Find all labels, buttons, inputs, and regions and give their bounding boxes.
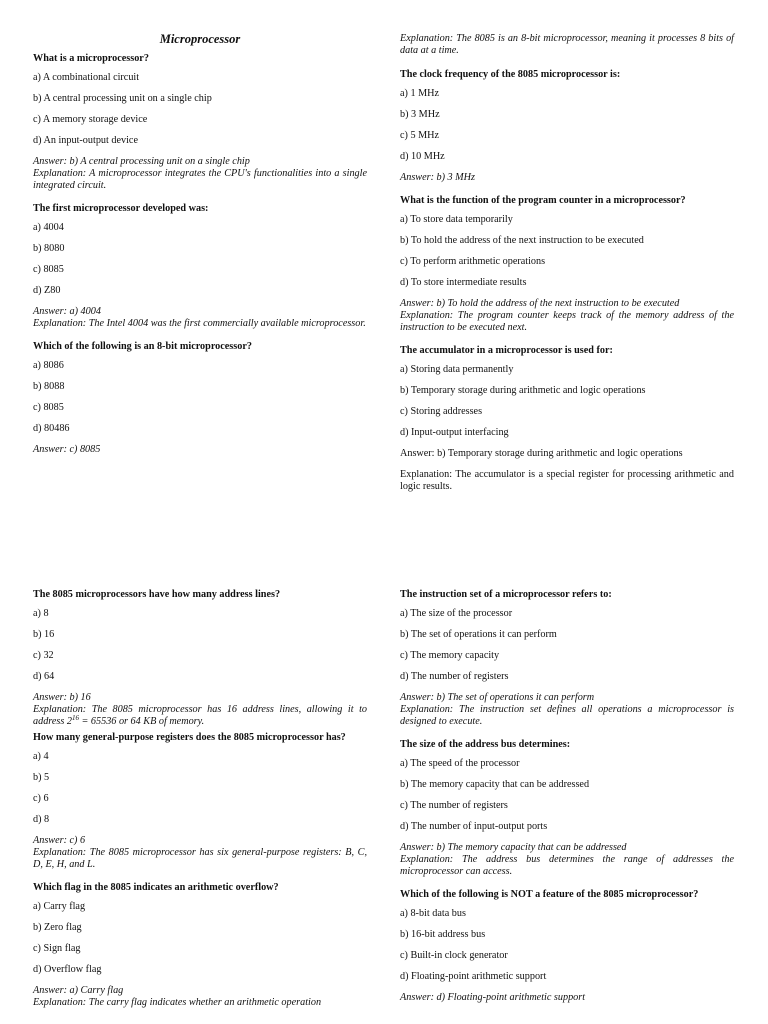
question-block <box>400 739 734 878</box>
question-block <box>400 69 734 184</box>
option: a) Storing data permanently <box>400 364 514 375</box>
question-block <box>33 53 367 192</box>
option: b) To hold the address of the next instruction to be executed <box>400 235 644 246</box>
option: a) To store data temporarily <box>400 214 513 225</box>
question: The instruction set of a microprocessor refers to: <box>400 589 612 600</box>
option: a) 8086 <box>33 360 64 371</box>
option: d) Input-output interfacing <box>400 427 509 438</box>
option: d) Floating-point arithmetic support <box>400 971 547 982</box>
option: d) 80486 <box>33 423 70 434</box>
option: a) A combinational circuit <box>33 72 140 83</box>
option: d) An input-output device <box>33 135 138 146</box>
answer: Answer: a) Carry flag <box>33 985 124 996</box>
question: Which of the following is NOT a feature of the 8085 microprocessor? <box>400 889 699 900</box>
question: Which flag in the 8085 indicates an arithmetic overflow? <box>33 882 279 893</box>
option: b) Temporary storage during arithmetic and logic operations <box>400 385 646 396</box>
question-block <box>33 589 367 728</box>
question-block <box>33 341 367 456</box>
option: c) 5 MHz <box>400 130 440 141</box>
answer: Answer: b) A central processing unit on a single chip <box>33 156 250 167</box>
answer: Answer: d) Floating-point arithmetic support <box>400 992 586 1003</box>
option: b) The memory capacity that can be addressed <box>400 779 590 790</box>
option: b) Zero flag <box>33 922 82 933</box>
explanation: Explanation: The instruction set defines all operations a microprocessor is designed to execute. <box>400 704 734 727</box>
explanation: Explanation: The address bus determines the range of addresses the microprocessor can access. <box>400 854 734 877</box>
option: b) 8088 <box>33 381 65 392</box>
explanation-text: = 65536 or 64 KB of memory. <box>78 716 205 727</box>
question-block <box>33 732 367 871</box>
option: a) 4 <box>33 751 49 762</box>
option: c) The number of registers <box>400 800 508 811</box>
explanation: Explanation: The carry flag indicates whether an arithmetic operation <box>33 997 322 1008</box>
option: a) Carry flag <box>33 901 86 912</box>
option: b) 5 <box>33 772 50 783</box>
explanation <box>33 704 367 728</box>
explanation: Explanation: The Intel 4004 was the first commercially available microprocessor. <box>33 318 366 329</box>
option: d) To store intermediate results <box>400 277 527 288</box>
answer: Answer: b) 16 <box>33 692 91 703</box>
answer: Answer: b) 3 MHz <box>400 172 475 183</box>
option: d) 64 <box>33 671 55 682</box>
option: b) The set of operations it can perform <box>400 629 557 640</box>
option: a) 4004 <box>33 222 64 233</box>
option: b) 3 MHz <box>400 109 440 120</box>
answer: Answer: c) 8085 <box>33 444 101 455</box>
option: d) 8 <box>33 814 50 825</box>
option: b) 16 <box>33 629 55 640</box>
page-title: Microprocessor <box>159 32 241 46</box>
option: b) 16-bit address bus <box>400 929 486 940</box>
option: a) 8 <box>33 608 49 619</box>
explanation: Explanation: The 8085 is an 8-bit microprocessor, meaning it processes 8 bits of data at a time. <box>400 33 734 56</box>
question-block <box>33 203 367 330</box>
question-block <box>400 195 734 334</box>
question: Which of the following is an 8-bit microprocessor? <box>33 341 252 352</box>
option: c) The memory capacity <box>400 650 500 661</box>
option: d) 10 MHz <box>400 151 445 162</box>
left-column-top <box>33 33 367 467</box>
right-column-top <box>400 33 734 504</box>
question: The size of the address bus determines: <box>400 739 571 750</box>
answer: Answer: b) To hold the address of the next instruction to be executed <box>400 298 680 309</box>
question-block <box>400 889 734 1004</box>
option: c) 8085 <box>33 264 64 275</box>
option: c) 6 <box>33 793 49 804</box>
option: d) Overflow flag <box>33 964 102 975</box>
exponent: 16 <box>71 714 79 722</box>
answer: Answer: c) 6 <box>33 835 86 846</box>
question-block <box>400 589 734 728</box>
explanation: Explanation: The accumulator is a special register for processing arithmetic and logic results. <box>400 469 734 492</box>
right-column-bottom <box>400 589 734 1015</box>
answer: Answer: b) The set of operations it can perform <box>400 692 595 703</box>
option: a) The size of the processor <box>400 608 513 619</box>
explanation: Explanation: The 8085 microprocessor has six general-purpose registers: B, C, D, E, H, and L. <box>33 847 367 870</box>
option: c) Storing addresses <box>400 406 483 417</box>
option: d) The number of registers <box>400 671 509 682</box>
option: d) Z80 <box>33 285 61 296</box>
answer: Answer: b) Temporary storage during arithmetic and logic operations <box>400 448 683 459</box>
explanation: Explanation: The program counter keeps track of the memory address of the instruction to be executed next. <box>400 310 734 333</box>
question: The 8085 microprocessors have how many address lines? <box>33 589 281 600</box>
question: How many general-purpose registers does the 8085 microprocessor has? <box>33 732 346 743</box>
option: c) A memory storage device <box>33 114 148 125</box>
option: c) 32 <box>33 650 54 661</box>
option: b) A central processing unit on a single chip <box>33 93 212 104</box>
option: c) Built-in clock generator <box>400 950 508 961</box>
answer: Answer: b) The memory capacity that can be addressed <box>400 842 627 853</box>
option: b) 8080 <box>33 243 65 254</box>
question: The accumulator in a microprocessor is used for: <box>400 345 613 356</box>
option: c) 8085 <box>33 402 64 413</box>
question: The first microprocessor developed was: <box>33 203 209 214</box>
option: a) The speed of the processor <box>400 758 520 769</box>
question: The clock frequency of the 8085 microprocessor is: <box>400 69 621 80</box>
question-block <box>33 882 367 1009</box>
answer: Answer: a) 4004 <box>33 306 101 317</box>
left-column-bottom <box>33 589 367 1020</box>
option: c) Sign flag <box>33 943 81 954</box>
option: a) 8-bit data bus <box>400 908 466 919</box>
question-block <box>400 345 734 493</box>
option: c) To perform arithmetic operations <box>400 256 546 267</box>
explanation: Explanation: A microprocessor integrates the CPU's functionalities into a single integrated circuit. <box>33 168 367 191</box>
explanation-text: Explanation: The 8085 microprocessor has 16 address lines, allowing it to address 2 <box>33 704 367 727</box>
question: What is the function of the program counter in a microprocessor? <box>400 195 686 206</box>
option: a) 1 MHz <box>400 88 440 99</box>
option: d) The number of input-output ports <box>400 821 548 832</box>
question: What is a microprocessor? <box>33 53 149 64</box>
